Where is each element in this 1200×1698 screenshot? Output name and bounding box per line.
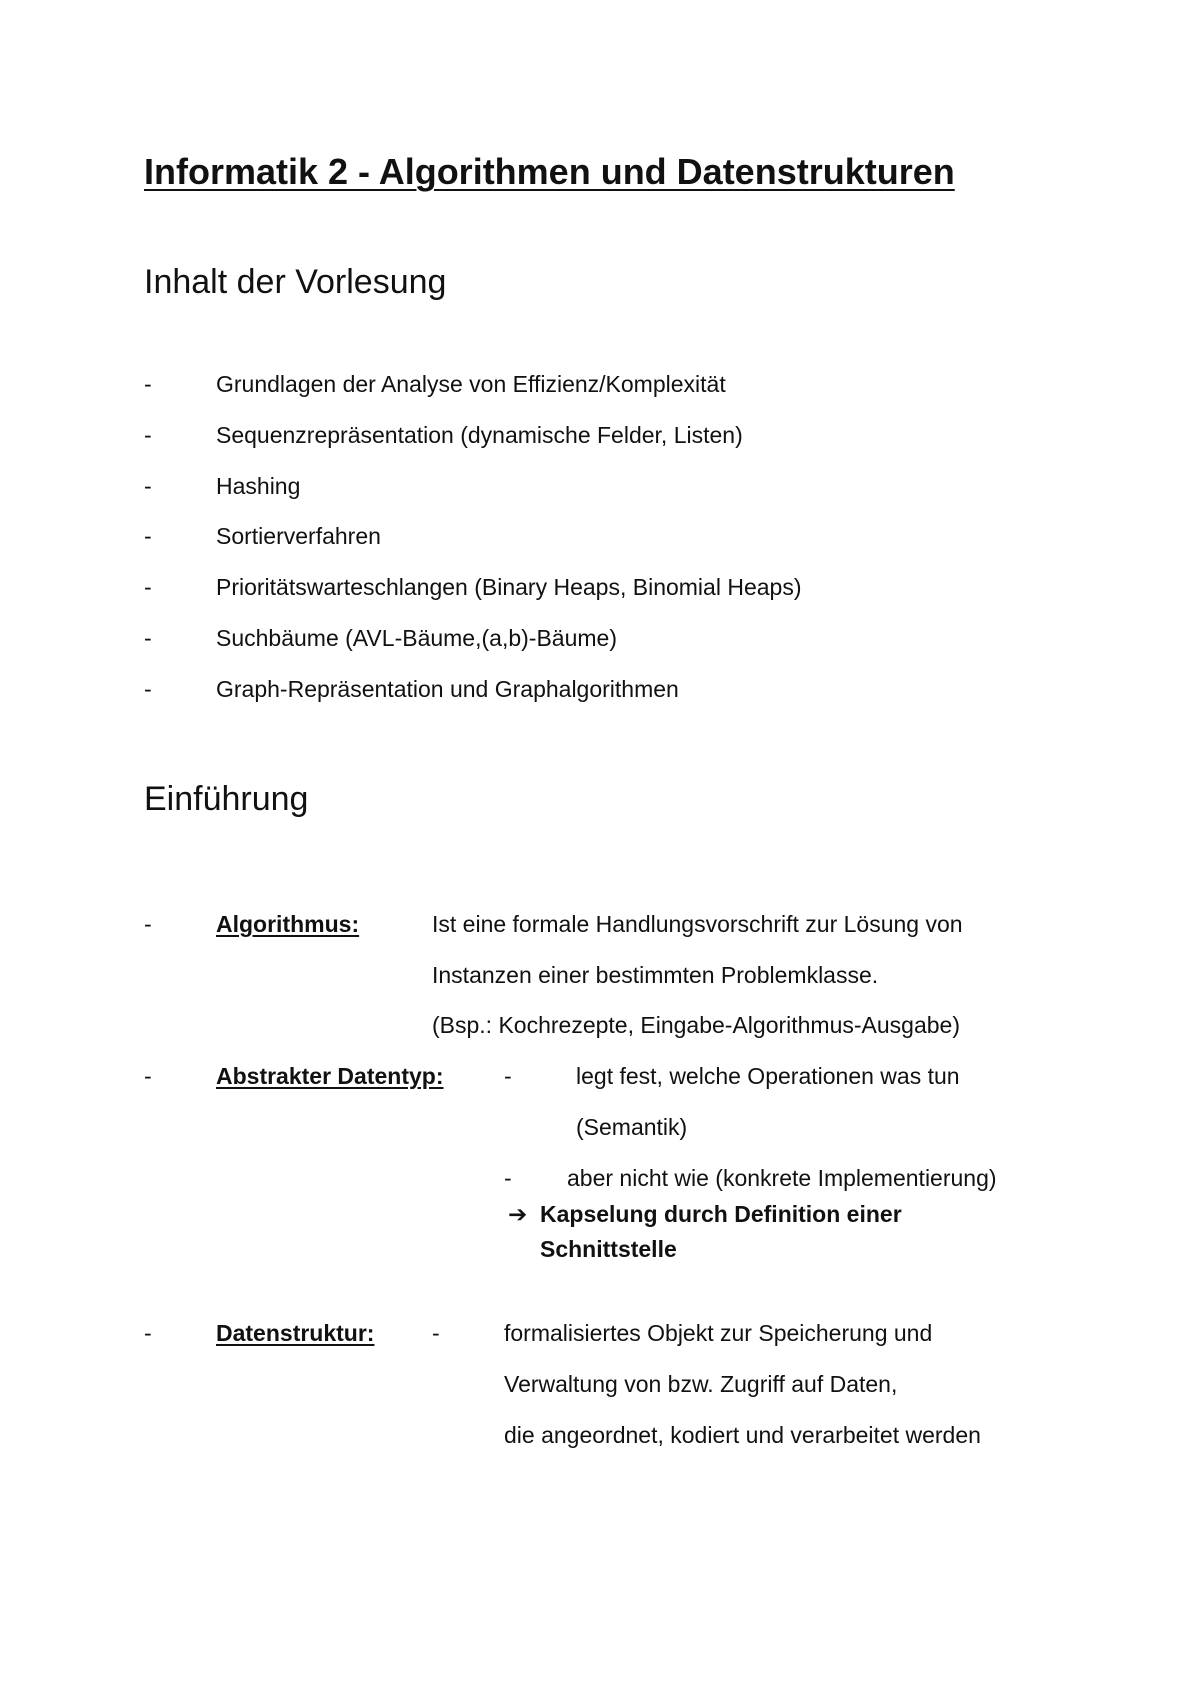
definition-line: (Bsp.: Kochrezepte, Eingabe-Algorithmus-Ausgabe) <box>432 1012 961 1038</box>
list-dash: - <box>144 1063 152 1089</box>
list-item: Grundlagen der Analyse von Effizienz/Komplexität <box>216 371 726 397</box>
list-item: Sortierverfahren <box>216 523 381 549</box>
definition-line: Instanzen einer bestimmten Problemklasse. <box>432 962 879 988</box>
sub-dash: - <box>432 1320 440 1346</box>
term-datenstruktur: Datenstruktur: <box>216 1320 375 1346</box>
definition-line: Verwaltung von bzw. Zugriff auf Daten, <box>504 1371 898 1397</box>
definition-line: Ist eine formale Handlungsvorschrift zur Lösung von <box>432 911 963 937</box>
list-dash: - <box>144 574 152 600</box>
definition-line: legt fest, welche Operationen was tun <box>576 1063 960 1089</box>
list-item: Prioritätswarteschlangen (Binary Heaps, Binomial Heaps) <box>216 574 802 600</box>
list-dash: - <box>144 422 152 448</box>
sub-dash: - <box>504 1165 512 1191</box>
heading-einfuehrung: Einführung <box>144 780 309 818</box>
term-algorithmus: Algorithmus: <box>216 911 360 937</box>
sub-dash: - <box>504 1063 512 1089</box>
list-dash: - <box>144 625 152 651</box>
page-title: Informatik 2 - Algorithmen und Datenstrukturen <box>144 151 955 192</box>
arrow-icon: ➔ <box>508 1201 528 1227</box>
list-item: Suchbäume (AVL-Bäume,(a,b)-Bäume) <box>216 625 617 651</box>
list-dash: - <box>144 523 152 549</box>
definition-line: formalisiertes Objekt zur Speicherung und <box>504 1320 933 1346</box>
term-abstrakter-datentyp: Abstrakter Datentyp: <box>216 1063 444 1089</box>
list-dash: - <box>144 371 152 397</box>
list-dash: - <box>144 1320 152 1346</box>
heading-inhalt: Inhalt der Vorlesung <box>144 263 447 301</box>
definition-line: (Semantik) <box>576 1114 688 1140</box>
list-item: Graph-Repräsentation und Graphalgorithmen <box>216 676 679 702</box>
conclusion-line: Schnittstelle <box>540 1236 677 1262</box>
definition-line: die angeordnet, kodiert und verarbeitet werden <box>504 1422 981 1448</box>
list-item: Hashing <box>216 473 301 499</box>
list-dash: - <box>144 676 152 702</box>
list-item: Sequenzrepräsentation (dynamische Felder, Listen) <box>216 422 743 448</box>
conclusion-line: Kapselung durch Definition einer <box>540 1201 902 1227</box>
definition-line: aber nicht wie (konkrete Implementierung) <box>567 1165 997 1191</box>
list-dash: - <box>144 473 152 499</box>
list-dash: - <box>144 911 152 937</box>
